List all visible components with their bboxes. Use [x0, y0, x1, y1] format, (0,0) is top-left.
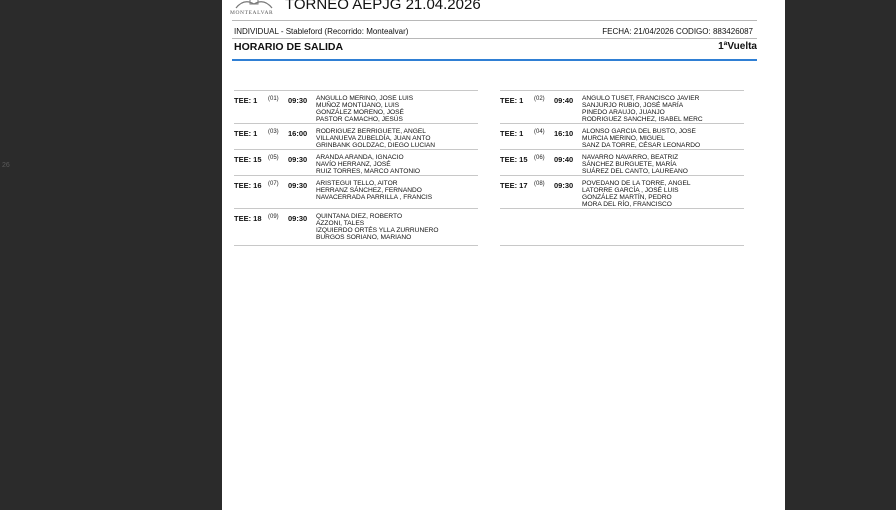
start-time: 09:30: [288, 96, 308, 105]
start-time: 09:30: [288, 214, 308, 223]
tee-group: [234, 90, 478, 123]
group-number: (09): [268, 214, 279, 220]
player-name: ARISTEGUI TELLO, AITOR: [316, 180, 398, 187]
tee-label: TEE: 1: [500, 96, 524, 105]
tee-group-empty: [500, 208, 744, 246]
start-time: 09:30: [288, 181, 308, 190]
player-name: GONZÁLEZ MARTÍN, PEDRO: [582, 194, 672, 201]
player-name: PASTOR CAMACHO, JESÚS: [316, 116, 403, 123]
group-number: (02): [534, 96, 545, 102]
tee-label: TEE: 1: [500, 129, 524, 138]
tee-times-grid: [234, 90, 744, 246]
player-name: SANJURJO RUBIO, JOSÉ MARÍA: [582, 102, 684, 109]
section-title: HORARIO DE SALIDA: [234, 41, 344, 53]
player-name: VILLANUEVA ZUBELDÍA, JUAN ANTO: [316, 135, 431, 142]
player-name: SANZ DA TORRE, CÉSAR LEONARDO: [582, 142, 701, 149]
group-number: (01): [268, 96, 279, 102]
player-name: LATORRE GARCÍA , JOSÉ LUIS: [582, 187, 679, 194]
tee-group: [500, 175, 744, 208]
group-number: (08): [534, 181, 545, 187]
subheader-divider: [232, 38, 757, 39]
start-time: 16:00: [288, 129, 308, 138]
player-name: POVEDANO DE LA TORRE, ÁNGEL: [582, 180, 691, 187]
player-list: [582, 128, 744, 149]
group-number: (05): [268, 155, 279, 161]
start-time: 09:40: [554, 96, 574, 105]
tournament-title: TORNEO AEPJG 21.04.2026: [285, 0, 481, 13]
start-time: 16:10: [554, 129, 574, 138]
player-name: MURCIA MERINO, MIGUEL: [582, 135, 665, 142]
player-list: [316, 154, 478, 175]
group-number: (07): [268, 181, 279, 187]
logo-text: MONTEALVAR: [230, 10, 274, 16]
player-name: MORA DEL RÍO, FRANCISCO: [582, 201, 672, 208]
date-code: FECHA: 21/04/2026 CODIGO: 883426087: [602, 27, 753, 36]
player-name: BURGOS SORIANO, MARIANO: [316, 234, 412, 241]
round-label: 1ªVuelta: [718, 41, 757, 52]
player-name: ALONSO GARCÍA DEL BUSTO, JOSÉ: [582, 128, 696, 135]
tee-label: TEE: 1: [234, 129, 258, 138]
player-name: HERRANZ SÁNCHEZ, FERNANDO: [316, 187, 422, 194]
start-time: 09:30: [288, 155, 308, 164]
tee-group: [234, 123, 478, 149]
player-name: ANGULLO MERINO, JOSÉ LUIS: [316, 95, 414, 102]
tee-group: [234, 208, 478, 246]
player-name: NAVARRO NAVARRO, BEATRIZ: [582, 154, 679, 161]
player-name: NAVÍO HERRANZ, JOSÉ: [316, 161, 391, 168]
table-row: [234, 208, 744, 246]
player-name: IZQUIERDO ORTÉS YLLA ZURRUNERO: [316, 227, 439, 234]
player-name: QUINTANA DÍEZ, ROBERTO: [316, 213, 403, 220]
section-rule: [232, 59, 757, 61]
player-list: [582, 180, 744, 208]
header-divider: [232, 20, 757, 21]
tee-group: [500, 90, 744, 123]
tee-label: TEE: 18: [234, 214, 262, 223]
group-number: (04): [534, 129, 545, 135]
player-name: RODRIGUEZ BERRIGUETE, ANGEL: [316, 128, 426, 135]
table-row: [234, 123, 744, 149]
player-name: AZZONI, TALES: [316, 220, 365, 227]
player-list: [316, 213, 478, 241]
group-number: (03): [268, 129, 279, 135]
table-row: [234, 175, 744, 208]
tee-group: [234, 149, 478, 175]
player-name: MUÑOZ MONTIJANO, LUIS: [316, 102, 400, 109]
player-name: ARANDA ARANDA, IGNACIO: [316, 154, 404, 161]
player-name-spacer: [316, 201, 478, 208]
tee-label: TEE: 1: [234, 96, 258, 105]
player-name: NAVACERRADA PARRILLA , FRANCIS: [316, 194, 433, 201]
player-name: ANGULO TUSET, FRANCISCO JAVIER: [582, 95, 700, 102]
player-name: SUÁREZ DEL CANTO, LAUREANO: [582, 168, 688, 175]
player-name: GRINBANK GOLDZAC, DIEGO LUCIAN: [316, 142, 436, 149]
tee-label: TEE: 15: [234, 155, 262, 164]
group-number: (06): [534, 155, 545, 161]
tee-group: [500, 123, 744, 149]
player-name: GONZÁLEZ MORENO, JOSÉ: [316, 109, 404, 116]
start-time: 09:30: [554, 181, 574, 190]
tee-label: TEE: 15: [500, 155, 528, 164]
player-name: RODRIGUEZ SANCHEZ, ISABEL MERC: [582, 116, 703, 123]
player-list: [316, 128, 478, 149]
player-name: SÁNCHEZ BURGUETE, MARÍA: [582, 161, 677, 168]
player-name: RUIZ TORRES, MARCO ANTONIO: [316, 168, 421, 175]
player-name: PINEDO ARAUJO, JUANJO: [582, 109, 665, 116]
player-list: [316, 95, 478, 123]
competition-mode: INDIVIDUAL - Stableford (Recorrido: Montealvar): [234, 27, 409, 36]
document-page: [222, 0, 785, 510]
table-row: [234, 149, 744, 175]
side-page-label: 26: [2, 162, 10, 169]
player-list: [582, 154, 744, 175]
player-list: [582, 95, 744, 123]
table-row: [234, 90, 744, 123]
tee-group: [500, 149, 744, 175]
player-list: [316, 180, 478, 208]
tee-label: TEE: 16: [234, 181, 262, 190]
tee-label: TEE: 17: [500, 181, 528, 190]
tee-group: [234, 175, 478, 208]
start-time: 09:40: [554, 155, 574, 164]
